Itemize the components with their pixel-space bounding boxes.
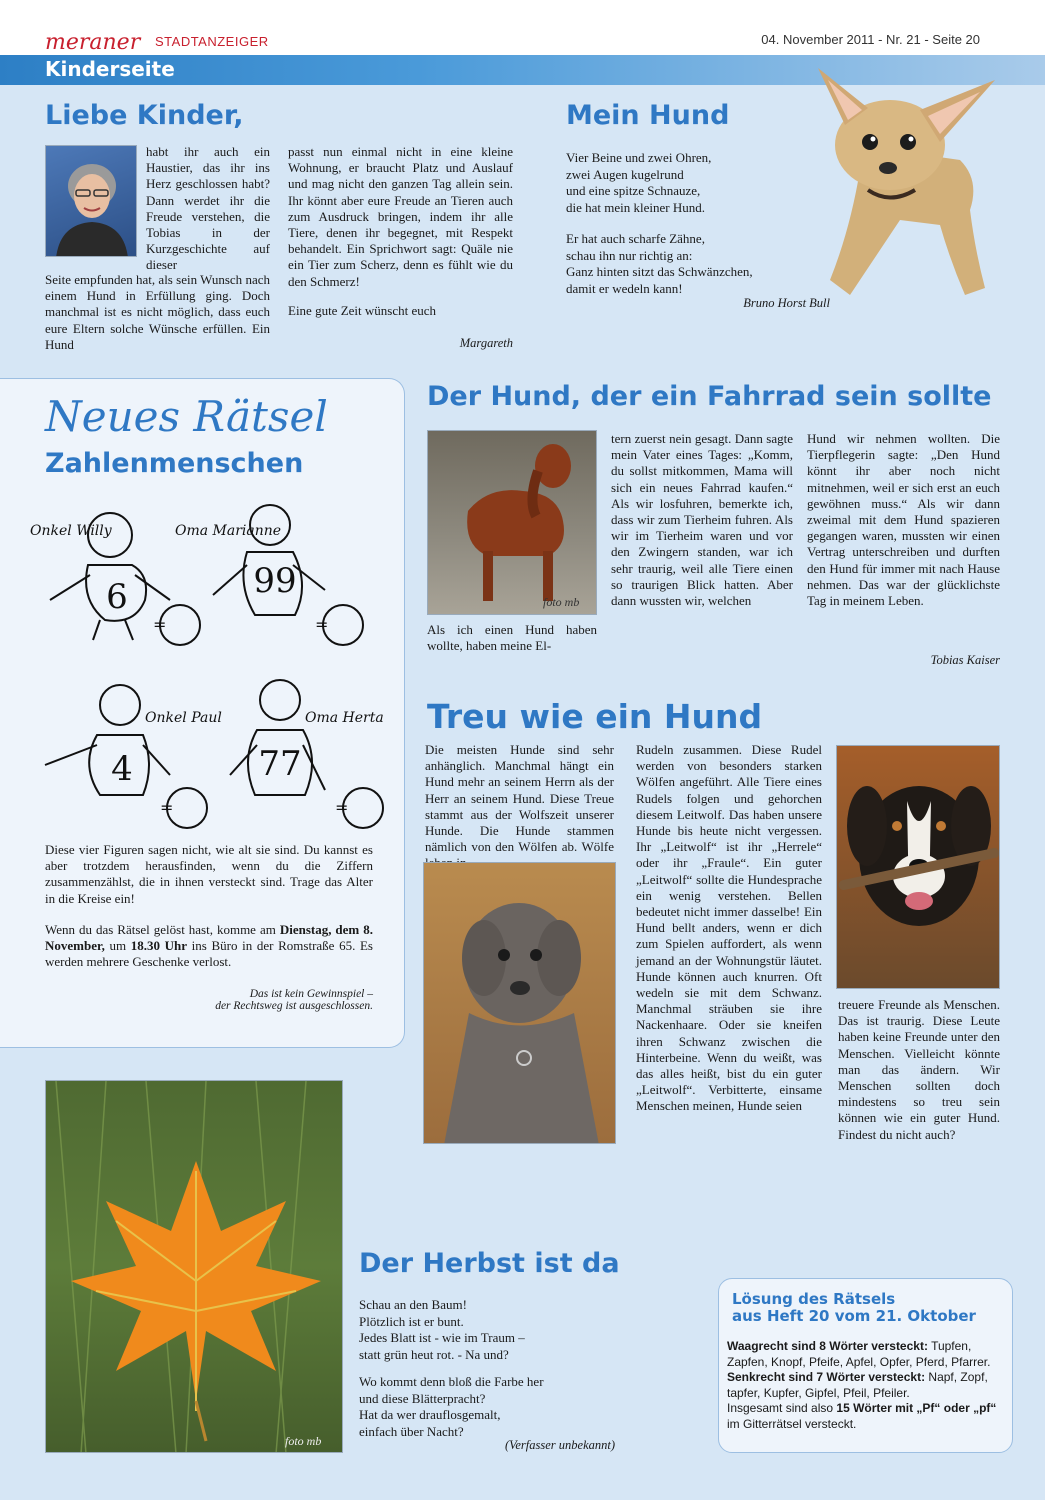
date-bold: Dienstag, dem 8. November, [45,922,373,954]
poem-line: und diese Blätterpracht? [359,1390,486,1406]
text-part: um [104,938,131,954]
leaf-photo [45,1080,343,1453]
puzzle-text2 [45,922,373,971]
brand-logo: meraner [45,30,141,55]
solution-words: im Gitterrätsel versteckt. [727,1416,857,1431]
poem-line: Jedes Blatt ist - wie im Traum – [359,1330,525,1345]
solution-bold: Senkrecht sind 7 Wörter versteckt: [727,1370,926,1384]
herbst-title: Der Herbst ist da [359,1248,620,1279]
treu-col2: Rudeln zusammen. Diese Rudel werden von besonders starken Wölfen angeführt. Alle Tiere eines Rudels folgen und gehorchen diesem Leitwolf. Das haben unsere Hunde bis heute nicht vergessen. Ihr „Leitwolf“ ist ihr „Herrele“ oder ihr „Fraule“. Ein guter „Leitwolf“ sollte die Hundesprache ein wenig verstehen. Bellen bedeutet nicht immer dasselbe! Ein Hund bellt anders, wenn er dich zum Spielen auffordert, als wenn jemand an der Wohnungstür läutet. Hunde können auch knurren. Oft wedeln sie mit dem Schwanz. Manchmal sträuben sie ihre Nackenhaare. Oder sie kneifen ihren Schwanz zwischen die Hinterbeine. Wenn du weißt, was das alles heißt, bist du ein guter „Leitwolf“. Verbitterte, einsame Menschen meinen, Hunde seien [636,742,822,1114]
svg-text:=: = [315,615,329,634]
fahrrad-col2: tern zuerst nein gesagt. Dann sagte mein Vater eines Tages: „Komm, du sollst mitkommen, Mama will sich ein neues Fahrrad kaufen.“ Als wir losfuhren, bemerkte ich, dass wir zum Tierheim fuhren. Als wir im Tierheim waren und vor den Zwingern standen, war ich sehr traurig, weil alle Tiere einen so traurigen Blick hatten. Aber dann wussten wir, welchen [611,431,793,609]
treu-title: Treu wie ein Hund [427,697,763,736]
solution-title [732,1291,976,1325]
letter-title: Liebe Kinder, [45,100,244,131]
fahrrad-col3: Hund wir nehmen wollten. Die Tierpflegerin sagte: „Den Hund könnt ihr aber noch nicht mitnehmen, weil er sich erst an euch gewöhnen muss.“ Als wir dann zweimal mit dem Hund spazieren gegangen waren, mussten wir einen Vertrag unterschreiben und durften den Hund für immer mit nach Hause nehmen. Das war der glücklichste Tag in meinem Leben. [807,431,1000,609]
poem-line: statt grün heut rot. - Na und? [359,1346,509,1362]
disclaimer-line: der Rechtsweg ist ausgeschlossen. [215,1000,373,1012]
poem-line: zwei Augen kugelrund [566,166,684,182]
figure-name: Onkel Willy [30,523,112,539]
bernese-photo [836,745,1000,989]
figure-name: Oma Herta [305,710,384,726]
poem-line: schau ihn nur richtig an: [566,247,693,263]
poem-line: Hat da wer drauflosgemalt, [359,1407,501,1422]
letter-signature: Margareth [459,336,513,350]
solution-bold: Waagrecht sind 8 Wörter versteckt: [727,1339,928,1353]
svg-text:=: = [153,615,167,634]
solution-words: Napf, Zopf, tapfer, Kupfer, Gipfel, Pfeil, Pfeiler. [727,1370,988,1400]
griffon-photo [423,862,616,1144]
svg-text:=: = [335,798,349,817]
solution-line-3 [727,1401,1003,1432]
solution-words: Tupfen, Zapfen, Knopf, Pfeife, Apfel, Opfer, Pferd, Pfarrer. [727,1339,991,1369]
poem-line: und eine spitze Schnauze, [566,183,701,198]
letter-col1-bottom: Seite empfunden hat, als sein Wunsch nach einem Hund in Erfüllung ging. Doch manchmal ist es nicht möglich, dass euch eure Eltern solche Wünsche erfüllen. Ein Hund [45,272,270,352]
treu-col1: Die meisten Hunde sind sehr anhänglich. Manchmal hängt ein Hund mehr an seinem Herrn als der Herr an seinem Hund. Diese Treue stammt aus der Wolfszeit unserer Hunde. Die Hunde stammen nämlich von den Wölfen ab. Wölfe [425,742,614,855]
poem-line: damit er wedeln kann! [566,280,683,296]
figure-number: 6 [106,577,128,617]
herbst-stanza2 [359,1374,619,1440]
brand-subtitle: STADTANZEIGER [155,34,269,49]
figure-number: 99 [253,561,297,601]
chihuahua-photo [790,50,1010,315]
fahrrad-title: Der Hund, der ein Fahrrad sein sollte [427,381,992,412]
disclaimer-line: Das ist kein Gewinnspiel – [249,988,373,1000]
figure-name: Onkel Paul [145,710,222,726]
poem-line: Schau an den Baum! [359,1297,467,1312]
puzzle-subtitle: Zahlenmenschen [45,448,304,479]
figure-name: Oma Marianne [175,523,282,539]
puzzle-title: Neues Rätsel [45,392,328,441]
issue-info: 04. November 2011 - Nr. 21 - Seite 20 [761,32,980,47]
solution-bold: 15 Wörter mit „Pf“ oder „pf“ [836,1401,997,1415]
solution-words: Insgesamt sind also [727,1401,837,1415]
poem-line: die hat mein kleiner Hund. [566,199,705,215]
time-bold: 18.30 Uhr [130,938,188,954]
poem-hund-stanza2 [566,231,801,297]
treu-col3: treuere Freunde als Menschen. Das ist traurig. Diese Leute haben keine Freunde unter den Menschen. Vielleicht könnte man das ändern. Wir Menschen sollten doch mindestens so treu sein können wie ein guter Hund. Findest du nicht auch? [838,997,1000,1142]
author-photo [45,145,137,257]
puzzle-text1: Diese vier Figuren sagen nicht, wie alt sie sind. Du kannst es aber trotzdem herausfinden, wenn du die Ziffern zusammenzählst, die in ihnen versteckt sind. Trage das Alter in die Kreise ein! [45,842,373,906]
text-part: Wenn du das Rätsel gelöst hast, komme am [45,922,280,937]
leaf-photo-caption: foto mb [285,1434,322,1448]
text-part: ins Büro in der Romstraße 65. Es werden mehrere Geschenke verlost. [45,938,373,970]
poem-line: Er hat auch scharfe Zähne, [566,231,705,246]
fahrrad-col1: Als ich einen Hund haben wollte, haben meine El- [427,622,597,654]
puzzle-figures [25,490,395,835]
poem-line: Plötzlich ist er bunt. [359,1313,464,1329]
solution-title-line: aus Heft 20 vom 21. Oktober [732,1307,976,1325]
svg-text:=: = [160,798,174,817]
solution-line-1 [727,1339,1003,1370]
poem-line: Wo kommt denn bloß die Farbe her [359,1374,544,1389]
puzzle-disclaimer [45,988,373,1012]
letter-col2: passt nun einmal nicht in eine kleine Wohnung, er braucht Platz und Auslauf und mag nicht den ganzen Tag allein sein. Ihr könnt aber eure Freude an Tieren auch zum Ausdruck bringen, indem ihr alle Tiere, denen ihr begegnet, mit Respekt behandelt. Ein Sprichwort sagt: Quäle nie ein Tier zum Scherz, denn es fühlt wie du den Schmerz! [288,144,513,289]
fahrrad-author: Tobias Kaiser [930,653,1000,667]
poem-line: Ganz hinten sitzt das Schwänzchen, [566,264,753,279]
solution-text [727,1339,1003,1432]
fahrrad-photo-caption: foto mb [543,595,580,609]
poem-hund-author: Bruno Horst Bull [743,296,830,310]
letter-closing: Eine gute Zeit wünscht euch [288,303,437,318]
section-title: Kinderseite [45,57,175,81]
poem-line: einfach über Nacht? [359,1423,464,1439]
poem-line: Vier Beine und zwei Ohren, [566,150,712,165]
figure-number: 4 [111,749,133,789]
herbst-stanza1 [359,1297,619,1363]
herbst-author: (Verfasser unbekannt) [504,1438,615,1452]
setter-photo [427,430,597,615]
solution-line-2 [727,1370,1003,1401]
figure-number: 77 [258,744,302,784]
poem-hund-title: Mein Hund [566,100,730,131]
poem-hund-stanza1 [566,150,796,216]
letter-col1-top: habt ihr auch ein Haustier, das ihr ins Herz geschlossen habt? Dann werdet ihr die Freude verstehen, die Tobias in der Kurzgeschichte auf dieser [146,144,270,273]
solution-title-line: Lösung des Rätsels [732,1290,896,1308]
